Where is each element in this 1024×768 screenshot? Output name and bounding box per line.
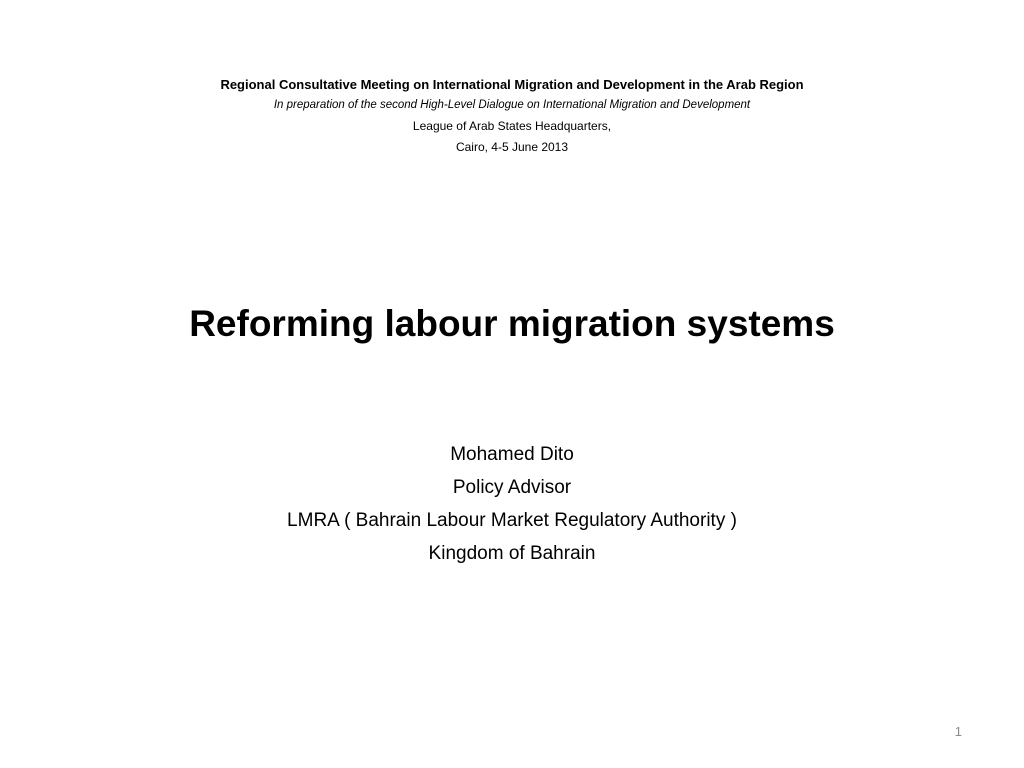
- presenter-country: Kingdom of Bahrain: [428, 543, 596, 564]
- slide-title: Reforming labour migration systems: [189, 303, 835, 344]
- presenter-role: Policy Advisor: [452, 477, 572, 498]
- presenter-organization: LMRA ( Bahrain Labour Market Regulatory Authority ): [287, 510, 737, 531]
- page-number: 1: [954, 724, 962, 739]
- presenter-block: [0, 438, 1024, 570]
- meeting-subtitle: In preparation of the second High-Level Dialogue on International Migration and Development: [273, 99, 751, 111]
- presenter-name: Mohamed Dito: [450, 444, 574, 465]
- slide-header: [0, 74, 1024, 158]
- venue: League of Arab States Headquarters,: [412, 119, 612, 133]
- date-location: Cairo, 4-5 June 2013: [455, 140, 569, 154]
- meeting-title: Regional Consultative Meeting on International Migration and Development in the Arab Region: [220, 77, 804, 92]
